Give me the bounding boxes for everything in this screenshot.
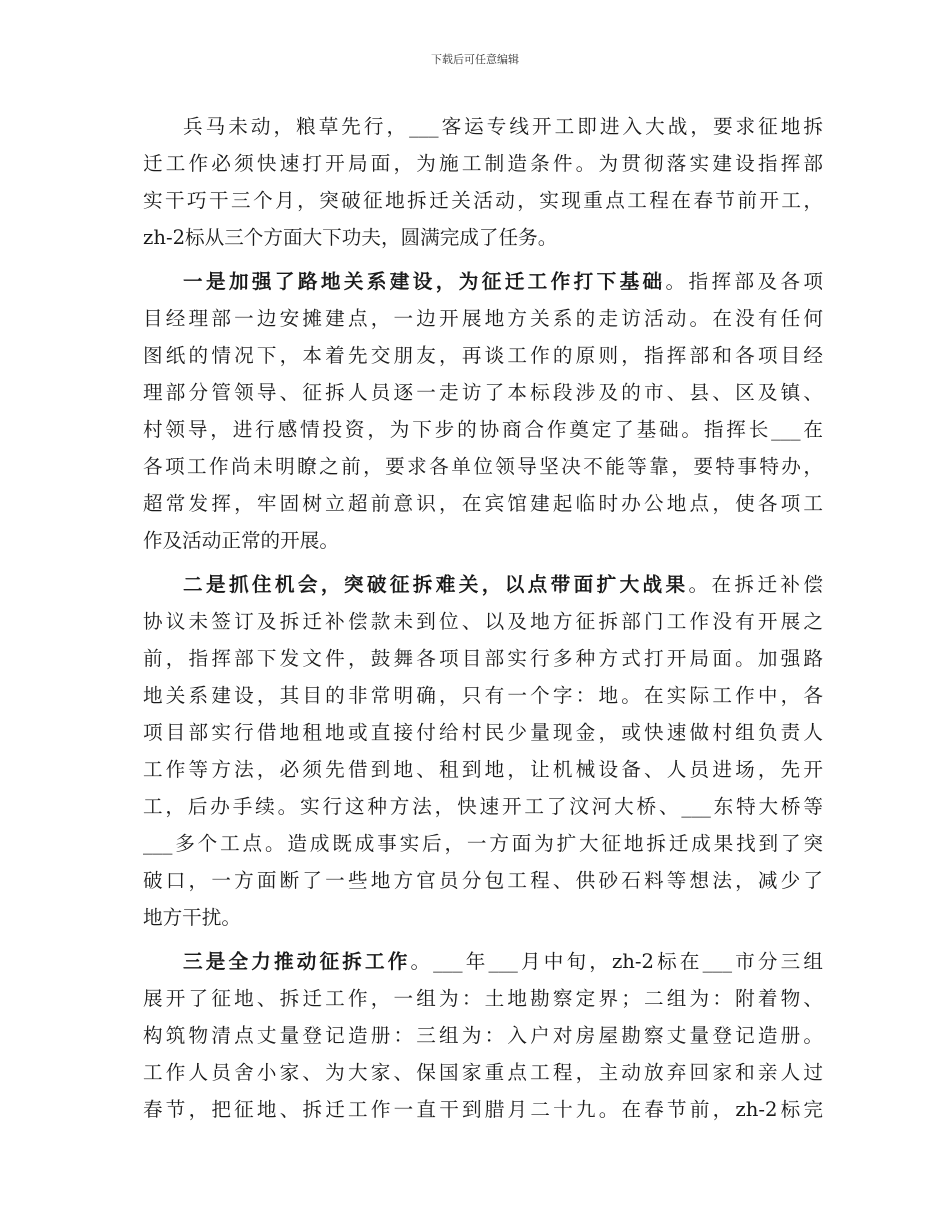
- text-line: 目经理部一边安摊建点，一边开展地方关系的走访活动。在没有任何: [143, 307, 823, 330]
- paragraph-heading: 一是加强了路地关系建设，为征迁工作打下基础: [183, 270, 666, 293]
- text-line: 实干巧干三个月，突破征地拆迁关活动，实现重点工程在春节前开工，: [143, 189, 823, 212]
- text-line: 展开了征地、拆迁工作，一组为：土地勘察定界；二组为：附着物、: [143, 987, 823, 1010]
- paragraph-4: [143, 943, 823, 1128]
- text-line: 超常发挥，牢固树立超前意识，在宾馆建起临时办公地点，使各项工: [143, 492, 823, 515]
- text-line: 协议未签订及拆迁补偿款未到位、以及地方征拆部门工作没有开展之: [143, 610, 823, 633]
- paragraph-heading: 二是抓住机会，突破征拆难关，以点带面扩大战果: [183, 573, 689, 596]
- text-line: [143, 943, 823, 980]
- text-line: 破口，一方面断了一些地方官员分包工程、供砂石料等想法，减少了: [143, 869, 823, 892]
- paragraph-1: [143, 108, 823, 256]
- text-line: zh-2标从三个方面大下功夫，圆满完成了任务。: [143, 226, 558, 249]
- text-line: 春节，把征地、拆迁工作一直干到腊月二十九。在春节前，zh-2标完: [143, 1098, 823, 1121]
- text-line: [143, 263, 823, 300]
- text-line: 工作等方法，必须先借到地、租到地，让机械设备、人员进场，先开: [143, 758, 823, 781]
- text-run: 。___年___月中旬，zh-2标在___市分三组: [410, 950, 824, 973]
- text-line: 图纸的情况下，本着先交朋友，再谈工作的原则，指挥部和各项目经: [143, 344, 823, 367]
- text-line: 迁工作必须快速打开局面，为施工制造条件。为贯彻落实建设指挥部: [143, 152, 823, 175]
- text-line: 地关系建设，其目的非常明确，只有一个字：地。在实际工作中，各: [143, 684, 823, 707]
- text-line: 理部分管领导、征拆人员逐一走访了本标段涉及的市、县、区及镇、: [143, 381, 823, 404]
- text-line: 作及活动正常的开展。: [143, 529, 339, 552]
- text-line: 工，后办手续。实行这种方法，快速开工了汶河大桥、___东特大桥等: [143, 795, 823, 818]
- text-line: 前，指挥部下发文件，鼓舞各项目部实行多种方式打开局面。加强路: [143, 647, 823, 670]
- text-line: [143, 566, 823, 603]
- text-line: 项目部实行借地租地或直接付给村民少量现金，或快速做村组负责人: [143, 721, 823, 744]
- document-body: [143, 108, 823, 1128]
- text-run: 。指挥部及各项: [665, 270, 824, 293]
- text-run: 。在拆迁补偿: [688, 573, 823, 596]
- paragraph-heading: 三是全力推动征拆工作: [183, 950, 411, 973]
- paragraph-2: [143, 263, 823, 559]
- text-line: ___多个工点。造成既成事实后，一方面为扩大征地拆迁成果找到了突: [143, 832, 823, 855]
- text-line: 构筑物清点丈量登记造册：三组为：入户对房屋勘察丈量登记造册。: [143, 1024, 823, 1047]
- text-line: 兵马未动，粮草先行，___客运专线开工即进入大战，要求征地拆: [183, 115, 823, 138]
- text-line: 各项工作尚未明瞭之前，要求各单位领导坚决不能等靠，要特事特办，: [143, 455, 823, 478]
- paragraph-3: [143, 566, 823, 936]
- text-line: 工作人员舍小家、为大家、保国家重点工程，主动放弃回家和亲人过: [143, 1061, 823, 1084]
- text-line: 地方干扰。: [143, 906, 241, 929]
- text-line: 村领导，进行感情投资，为下步的协商合作奠定了基础。指挥长___在: [143, 418, 823, 441]
- page-header: 下载后可任意编辑: [431, 53, 519, 66]
